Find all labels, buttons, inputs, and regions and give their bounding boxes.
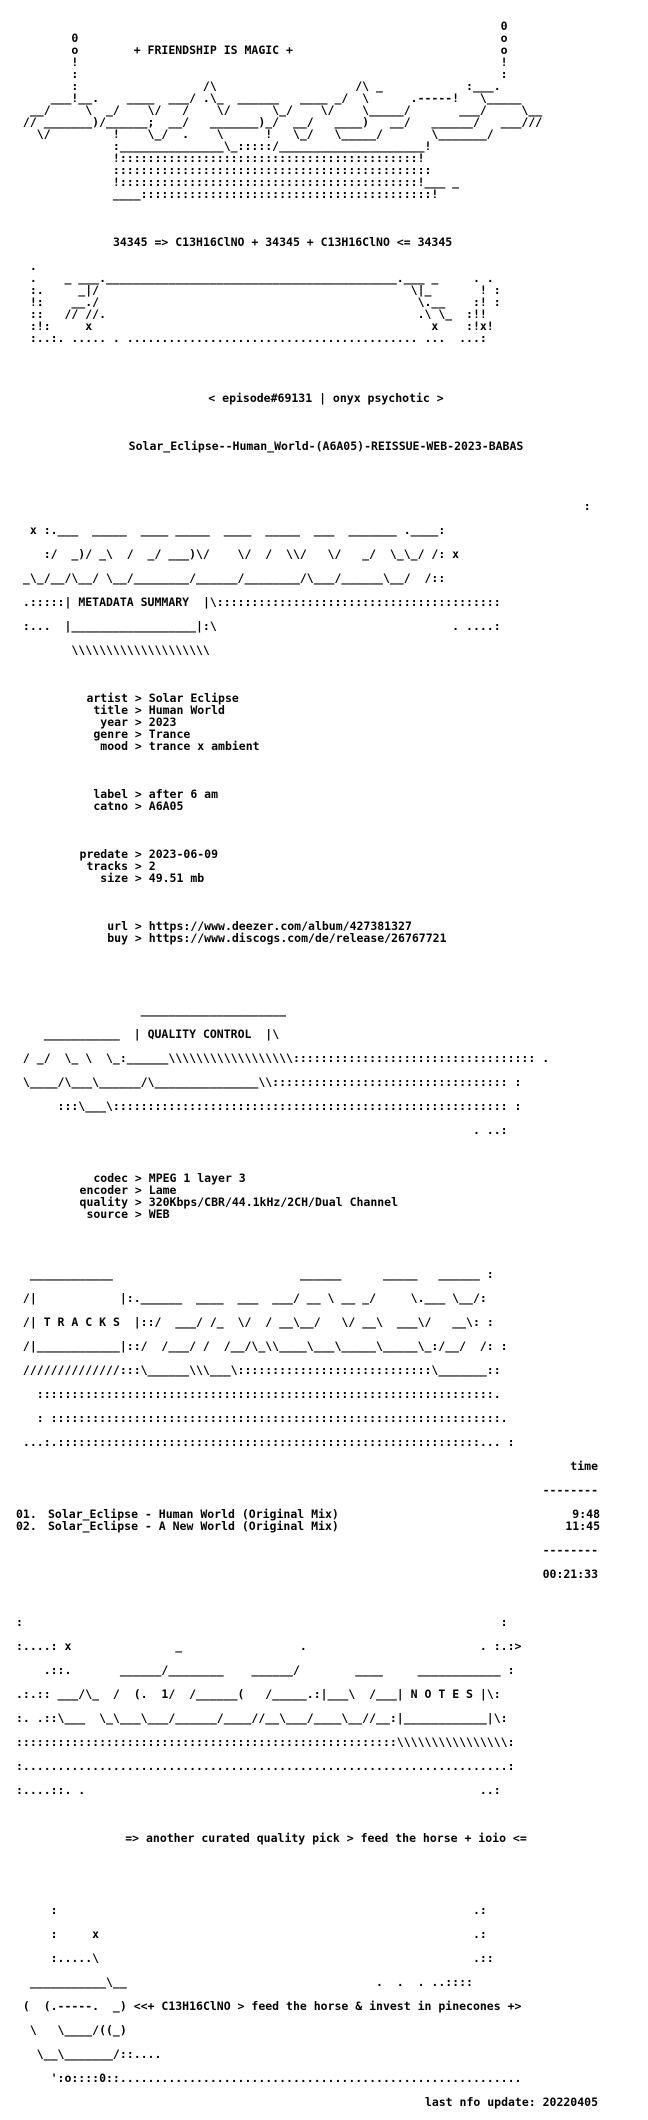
- separator: >: [128, 799, 149, 813]
- quality-key: codec: [93, 1171, 128, 1185]
- quality-key: quality: [79, 1195, 128, 1209]
- lower-art-line-6: :!: x x :!x!: [16, 319, 494, 333]
- header-art-line-7: ___!__. ____ ___/ .\_ ______ ____ _/ \ .-----! \_____: [16, 91, 522, 105]
- separator: >: [128, 715, 149, 729]
- header-art-line-4: ! !: [16, 55, 508, 69]
- notes-art-3: .::. ______/________ ______/ ____ ____________ :: [16, 1663, 515, 1677]
- notes-art-8: :....::. . ..:: [16, 1783, 501, 1797]
- lower-art-line-3: :. _|/ \|_ ! :: [16, 283, 501, 297]
- lower-art-line-1: .: [16, 259, 37, 273]
- tracks-art-6: ::::::::::::::::::::::::::::::::::::::::::::::::::::::::::::::::::.: [16, 1387, 501, 1401]
- header-art-line-13: ::::::::::::::::::::::::::::::::::::::::::::::: [16, 163, 432, 177]
- metadata-links: [16, 920, 636, 944]
- track-duration: 11:45: [565, 1519, 600, 1533]
- separator: >: [128, 1207, 149, 1221]
- metadata-key: predate: [79, 847, 128, 861]
- lower-art: [16, 260, 636, 344]
- footer-art-4: ___________\__ . . . ..::::: [16, 1975, 473, 1989]
- metadata-banner: METADATA SUMMARY: [78, 595, 190, 609]
- tracks-art-4: /|____________|::/ /___/ / /__/\_\\____\___\_____\_____\_:/__/ /: :: [16, 1339, 508, 1353]
- formula-text: 34345 => C13H16ClNO + 34345 + C13H16ClNO <= 34345: [112, 235, 453, 249]
- header-art: [16, 20, 636, 200]
- metadata-key: title: [93, 703, 128, 717]
- quality-value: WEB: [148, 1207, 170, 1221]
- metadata-main: [16, 692, 636, 752]
- track-title: Solar_Eclipse - A New World (Original Mix): [48, 1519, 339, 1533]
- quality-row: [16, 1208, 636, 1220]
- separator: >: [128, 787, 149, 801]
- tracks-art-2: /| |:.______ ____ ___ ___/ __ \ __ _/ \.___ \__/:: [16, 1291, 487, 1305]
- quality-value: 320Kbps/CBR/44.1kHz/2CH/Dual Channel: [148, 1195, 399, 1209]
- metadata-value: 2: [148, 859, 156, 873]
- metadata-art-1: x :.___ _____ ____ _____ ____ _____ ___ _______ .____:: [16, 523, 446, 537]
- metadata-key: genre: [93, 727, 128, 741]
- separator: >: [128, 871, 149, 885]
- footer-art-1: : .:: [16, 1903, 487, 1917]
- separator: >: [128, 1183, 149, 1197]
- time-header: time: [570, 1459, 598, 1473]
- metadata-key: label: [93, 787, 128, 801]
- metadata-info: [16, 848, 636, 884]
- tracks-art-3: /| T R A C K S |::/ ___/ /_ \/ / __\__/ \/ __\ ___\/ __\: :: [16, 1315, 494, 1329]
- separator: >: [128, 703, 149, 717]
- footer-art-6: \ \____/((_): [16, 2023, 127, 2037]
- metadata-key: artist: [86, 691, 128, 705]
- separator: >: [128, 1171, 149, 1185]
- header-art-line-8: __/ \ _/ \/ / \/ \_/ \/ \_____/ ___/ \__: [16, 103, 543, 117]
- separator: >: [128, 931, 149, 945]
- total-time: 00:21:33: [542, 1567, 598, 1581]
- metadata-key: year: [100, 715, 128, 729]
- tracks-banner: T R A C K S: [43, 1315, 120, 1329]
- formula-line: [16, 236, 636, 248]
- metadata-value: after 6 am: [148, 787, 219, 801]
- metadata-value: 2023: [148, 715, 177, 729]
- quality-art-2: ___________ | QUALITY CONTROL |\: [16, 1027, 280, 1041]
- quality-art-6: . ..:: [16, 1123, 508, 1137]
- metadata-value: Solar Eclipse: [148, 691, 239, 705]
- footer-art-8: ':o::::0::..........................................................: [16, 2071, 522, 2085]
- time-rule: --------: [542, 1483, 598, 1497]
- header-art-line-5: : :: [16, 67, 508, 81]
- header-art-line-14: !:::::::::::::::::::::::::::::::::::::::::::!___ _: [16, 175, 460, 189]
- notes-art-5: :. .::\___ \_\___\___/______/____//__\___/____\__//__:|____________|\:: [16, 1711, 508, 1725]
- quality-rows: [16, 1172, 636, 1220]
- metadata-key: tracks: [86, 859, 128, 873]
- footer-art-2: : x .:: [16, 1927, 487, 1941]
- notes-art-6: :::::::::::::::::::::::::::::::::::::::::::::::::::::::\\\\\\\\\\\\\\\\:: [16, 1735, 515, 1749]
- quality-art-4: \____/\___\______/\_______________\\:::::::::::::::::::::::::::::::::: :: [16, 1075, 522, 1089]
- metadata-art-2: :/ _)/ _\ / _/ ___)\/ \/ / \\/ \/ _/ \_\_/ /: x: [16, 547, 460, 561]
- quality-banner: QUALITY CONTROL: [147, 1027, 252, 1041]
- metadata-art-top: :: [16, 499, 591, 513]
- metadata-key: catno: [93, 799, 128, 813]
- lower-art-line-4: !: __./ \.__ :! :: [16, 295, 501, 309]
- metadata-value: 2023-06-09: [148, 847, 219, 861]
- header-art-line-15: ____::::::::::::::::::::::::::::::::::::::::::!: [16, 187, 439, 201]
- notes-art-7: :......................................................................:: [16, 1759, 515, 1773]
- metadata-value: https://www.discogs.com/de/release/26767721: [148, 931, 447, 945]
- separator: >: [128, 1195, 149, 1209]
- track-duration: 9:48: [572, 1507, 600, 1521]
- episode-line: < episode#69131 | onyx psychotic >: [208, 391, 444, 405]
- metadata-row: [16, 872, 636, 884]
- tracks-art-1: ____________ ______ _____ ______ :: [16, 1267, 494, 1281]
- metadata-key: buy: [107, 931, 128, 945]
- metadata-row: [16, 740, 636, 752]
- metadata-art-6: \\\\\\\\\\\\\\\\\\\\: [16, 643, 210, 657]
- metadata-row: [16, 932, 636, 944]
- quality-art-1: _____________________: [16, 1003, 287, 1017]
- lower-art-line-5: :: // //. .\ \_ :!!: [16, 307, 487, 321]
- metadata-row: [16, 800, 636, 812]
- quality-value: MPEG 1 layer 3: [148, 1171, 246, 1185]
- track-list: [16, 1508, 636, 1532]
- quality-value: Lame: [148, 1183, 177, 1197]
- separator: >: [128, 727, 149, 741]
- metadata-value: https://www.deezer.com/album/427381327: [148, 919, 412, 933]
- separator: >: [128, 691, 149, 705]
- notes-banner: N O T E S: [410, 1687, 473, 1701]
- metadata-banner-line: .:::::| METADATA SUMMARY |\:::::::::::::::::::::::::::::::::::::::::: [16, 595, 501, 609]
- metadata-value: 49.51 mb: [148, 871, 205, 885]
- metadata-value: A6A05: [148, 799, 184, 813]
- metadata-key: mood: [100, 739, 128, 753]
- track-number: 01.: [16, 1507, 37, 1521]
- footer-art-3: :.....\ .::: [16, 1951, 494, 1965]
- separator: >: [128, 859, 149, 873]
- header-art-line-1: 0: [16, 19, 508, 33]
- last-update: last nfo update: 20220405: [424, 2095, 598, 2109]
- quality-key: encoder: [79, 1183, 128, 1197]
- track-number: 02.: [16, 1519, 37, 1533]
- nfo-document: [16, 8, 636, 2120]
- header-art-line-10: \/ ! \_/ . \ ! \_/ \_____/ \_______/: [16, 127, 494, 141]
- separator: >: [128, 847, 149, 861]
- separator: >: [128, 919, 149, 933]
- lower-art-line-2: . _ ___.__________________________________________.___ _ . .: [16, 271, 494, 285]
- header-art-line-12: !:::::::::::::::::::::::::::::::::::::::::::!: [16, 151, 425, 165]
- lower-art-line-7: :..:. ..... . .......................................... ... ...:: [16, 331, 487, 345]
- metadata-art-3: _\_/__/\__/ \__/________/______/________/\___/______\__/ /::: [16, 571, 446, 585]
- total-rule: --------: [542, 1543, 598, 1557]
- metadata-value: Human World: [148, 703, 225, 717]
- metadata-art-5: :... |__________________|:\ . ....:: [16, 619, 501, 633]
- header-art-line-2: 0 o: [16, 31, 508, 45]
- tracks-art-8: ...:.:::::::::::::::::::::::::::::::::::::::::::::::::::::::::::::... :: [16, 1435, 515, 1449]
- notes-art-4: .:.:: ___/\_ / (. 1/ /______( /_____.:|___\ /___| N O T E S |\:: [16, 1687, 501, 1701]
- header-art-line-11: :_______________\_:::::/_____________________!: [16, 139, 432, 153]
- footer-art-7: \__\_______/::....: [16, 2047, 162, 2061]
- footer-formula: <<+ C13H16ClNO > feed the horse & invest in pinecones +>: [133, 1999, 522, 2013]
- footer-art-5: ( (.-----. _) <<+ C13H16ClNO > feed the horse & invest in pinecones +>: [16, 1999, 522, 2013]
- metadata-value: trance x ambient: [148, 739, 260, 753]
- metadata-value: Trance: [148, 727, 191, 741]
- separator: >: [128, 739, 149, 753]
- quality-key: source: [86, 1207, 128, 1221]
- tracks-art-7: : :::::::::::::::::::::::::::::::::::::::::::::::::::::::::::::::::.: [16, 1411, 508, 1425]
- quality-art-5: :::\___\::::::::::::::::::::::::::::::::::::::::::::::::::::::::: :: [16, 1099, 522, 1113]
- track-title: Solar_Eclipse - Human World (Original Mix): [48, 1507, 339, 1521]
- header-art-line-3: o + FRIENDSHIP IS MAGIC + o: [16, 43, 508, 57]
- track-row: [16, 1520, 636, 1532]
- header-art-line-6: : /\ /\ _ :___.: [16, 79, 501, 93]
- metadata-key: url: [107, 919, 128, 933]
- tracks-art-5: //////////////:::\______\\\___\::::::::::::::::::::::::::::\_______::: [16, 1363, 501, 1377]
- notes-text: => another curated quality pick > feed the horse + ioio <=: [125, 1831, 527, 1845]
- notes-art-1: : :: [16, 1615, 508, 1629]
- release-name: Solar_Eclipse--Human_World-(A6A05)-REISSUE-WEB-2023-BABAS: [128, 439, 524, 453]
- metadata-key: size: [100, 871, 128, 885]
- metadata-label: [16, 788, 636, 812]
- header-art-line-9: // _______)/______; __/ _______)_/ __/ ____) __/ ______/ ___///: [16, 115, 543, 129]
- notes-art-2: :....: x _ . . :.:>: [16, 1639, 522, 1653]
- quality-art-3: / _/ \_ \ \_:______\\\\\\\\\\\\\\\\\\::::::::::::::::::::::::::::::::::: .: [16, 1051, 550, 1065]
